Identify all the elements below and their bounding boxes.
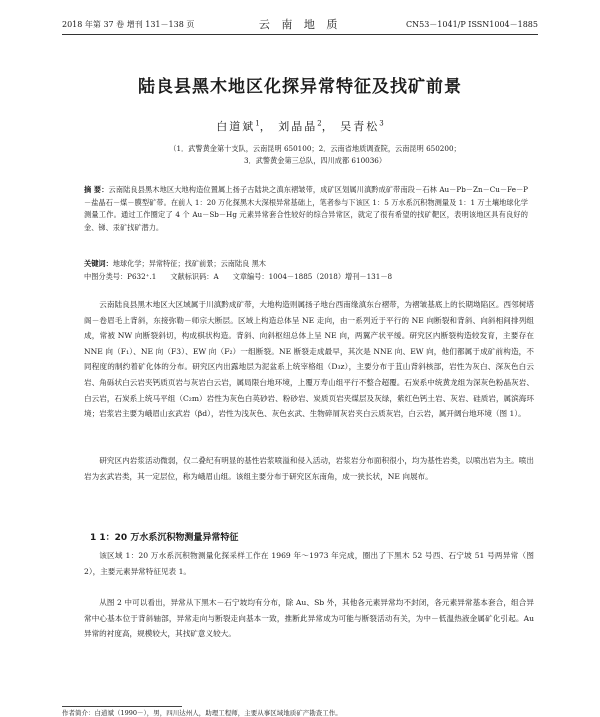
keywords-text: 地球化学；异常特征；找矿前景；云南陆良 黑木 [112,259,266,268]
keywords [84,258,528,269]
body-paragraph: 云南陆良县黑木地区大区域属于川滇黔成矿带，大地构造则属扬子地台西南缘滇东台褶带，为褶皱基底上的长期坳陷区。西邻树塔阁－卷眉毛上背斜，东接弥勒－师宗大断层。区域上构造总体呈 NE 走向，由一系列近于平行的 NE 向断裂和背斜、向斜相间排列组成，常被 NW 向断裂斜切，构成棋状构造。背斜、向斜枢纽总体上呈 NE 向，两翼产状平缓。研究区内断裂构造较发育，主要存在 NNE 向（F₁）、NE 向（F3）、EW 向（F₂）一组断裂。NE 断裂走成最早，其次是 NNE 向、EW 向，他们都属于成矿前构造，不同程度的制约着矿化体的分布。研究区内出露地层为泥盆系上统宰格组（D₃z），主要分布于苴山背斜核部，岩性为灰白、深灰色白云岩、角砾状白云岩夹钙质页岩与灰岩白云岩，属局限台地环境，上覆万寿山组平行不整合超覆。石炭系中统黄龙组为深灰色粉晶灰岩、白云岩，石炭系上统马平组（C₂m）岩性为灰色白英砂岩、粉砂岩、炭质页岩夹煤层及灰绿，紫红色钙土岩、灰岩、硅质岩，属滨海环境；岩浆岩主要为峨眉山玄武岩（βd），岩性为浅灰色、灰色玄武、生物碎屑灰岩夹白云质灰岩，白云岩，属开阔台地环境（图 1）。 [84,300,534,419]
abstract-text: 云南陆良县黑木地区大地构造位置属上扬子古陆块之滇东褶皱带，成矿区划属川滇黔成矿带南段－石林 Au－Pb－Zn－Cu－Fe－P－盐晶石－煤－膜型矿带。在前人 1：20 万化探黑木大深根异常基础上，笔者参与下该区 1：5 万水系沉积物测量及 1：1 万土壤地球化学测量工作。通过工作圈定了 4 个 Au－Sb－Hg 元素异常套合性较好的综合异常区，就定了很有希望的找矿靶区，表明该地区具有良好的金、锑、汞矿找矿潜力。 [84,185,528,232]
article-number: 文章编号：1004－1885（2018）增刊－131－8 [232,272,393,281]
author-list: 白道斌$^1$， 刘晶晶$^2$， 吴青松$^3$ [216,119,384,133]
clc-number: 中图分类号：P632⁺.1 [84,272,157,281]
affiliations [90,143,540,166]
header-volume-info: 2018 年第 37 卷 增刊 131－138 页 [62,19,195,29]
section-title: 1：20 万水系沉积物测量异常特征 [99,533,239,543]
footnote-divider [62,706,182,707]
affiliation-line: （1．武警黄金第十支队，云南昆明 650100；2．云南省地质调查院，云南昆明 650200； [169,144,461,153]
author-3-affil: 3 [379,119,384,128]
author-footnote: 作者简介：白道斌（1990－），男，四川达州人，助理工程师，主要从事区域地质矿产勘查工作。 [62,709,342,717]
author-2: 刘晶晶 [278,120,318,133]
abstract-label: 摘 要： [84,185,109,194]
body-paragraph: 从图 2 中可以看出，异常从下黑木－石宁坡均有分布，除 Au、Sb 外，其他各元素异常均不封闭，各元素异常基本套合，组合异常中心基本位于背斜轴部，异常走向与断裂走向基本一致，推断此异常成为可能与断裂活动有关，为中－低温热液金属矿化引起。Au 异常的衬度高，规模较大，其找矿意义较大。 [84,598,534,639]
paper-title: 陆良县黑木地区化探异常特征及找矿前景 [138,77,462,97]
abstract [84,184,528,234]
classification-line [84,272,540,282]
affiliation-line: 3．武警黄金第三总队，四川成都 610036） [243,155,387,165]
author-3: 吴青松 [340,120,380,133]
header-issn: CN53－1041/P ISSN1004－1885 [406,19,538,29]
section-heading [90,530,238,543]
author-2-affil: 2 [317,119,322,128]
document-code: 文献标识码：A [170,272,219,281]
header-journal-name: 云 南 地 质 [258,18,342,31]
keywords-label: 关键词： [84,259,113,268]
running-header [62,14,538,35]
body-paragraph: 研究区内岩浆活动微弱，仅二叠纪有明显的基性岩浆喷溢和侵入活动，岩浆岩分布面积很小，均为基性岩类，以喷出岩为主。喷出岩为玄武岩类，其一定层位，称为峨眉山组。该组主要分布于研究区东南角，成一狭长状，NE 向展布。 [84,456,534,481]
section-number: 1 [90,533,97,543]
author-1-affil: 1 [255,119,260,128]
body-paragraph: 该区域 1：20 万水系沉积物测量化探采样工作在 1969 年～1973 年完成，圈出了下黑木 52 号西、石宁坡 51 号两异常（图 2），主要元素异常特征见表 1。 [84,551,534,576]
author-1: 白道斌 [216,120,256,133]
